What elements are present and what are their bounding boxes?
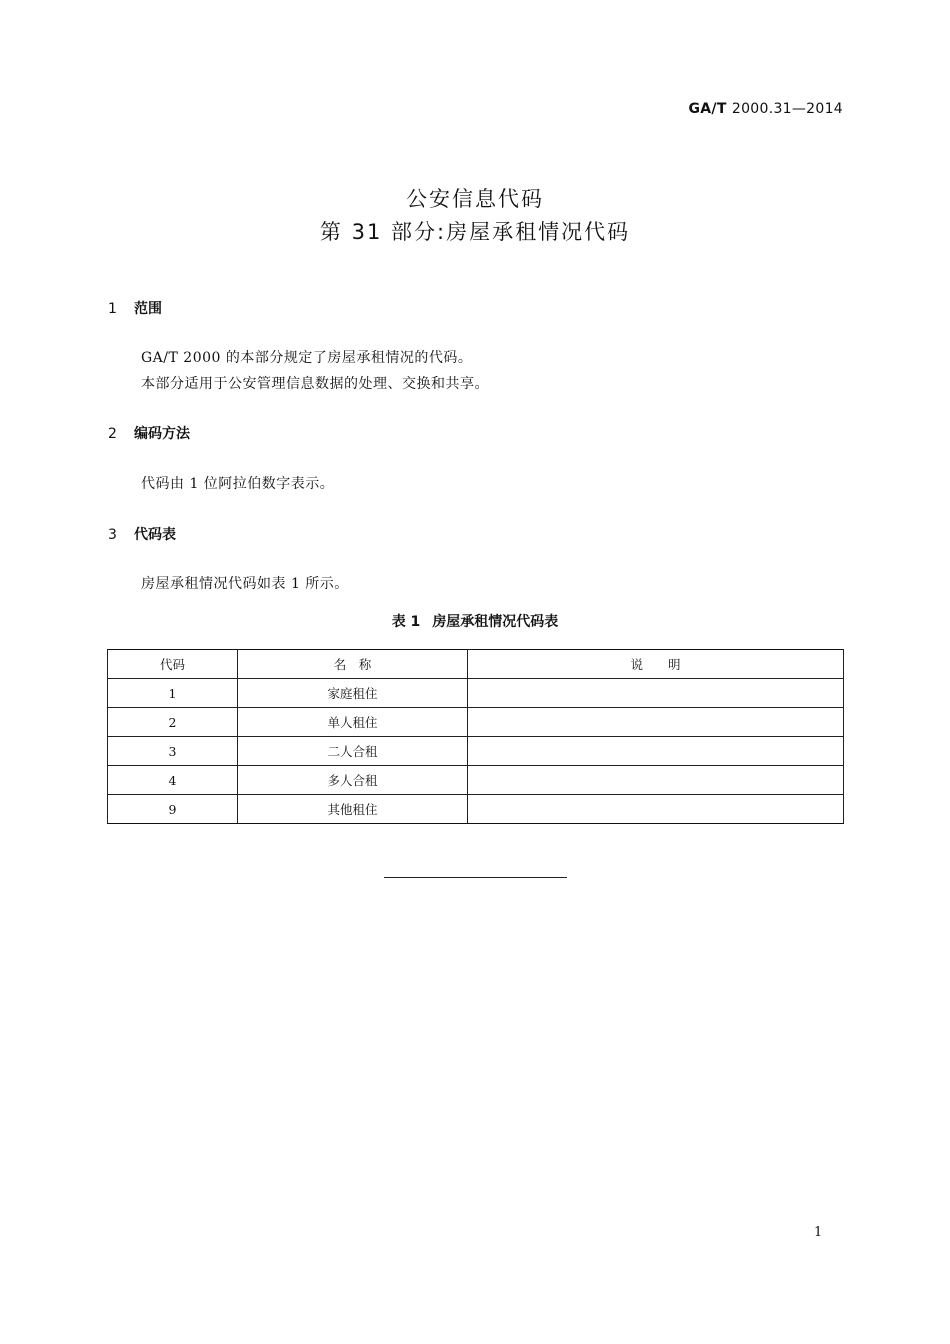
table-cell-code: 1 — [108, 679, 238, 708]
table-cell-description — [468, 795, 844, 824]
table-caption-label: 表 1 — [391, 614, 421, 630]
table-row — [108, 679, 844, 708]
column-header-name: 名 称 — [238, 650, 468, 679]
page-number: 1 — [814, 1225, 823, 1240]
table-cell-description — [468, 708, 844, 737]
table-cell-name: 单人租住 — [238, 708, 468, 737]
table-cell-description — [468, 766, 844, 795]
table-row — [108, 766, 844, 795]
paragraph: GA/T 2000 的本部分规定了房屋承租情况的代码。 — [141, 350, 473, 366]
section-number: 3 — [108, 527, 117, 543]
section-number: 1 — [108, 301, 117, 317]
table-cell-description — [468, 679, 844, 708]
table-caption-title: 房屋承租情况代码表 — [432, 614, 559, 630]
section-number: 2 — [108, 426, 117, 442]
table-header-row — [108, 650, 844, 679]
table-cell-code: 9 — [108, 795, 238, 824]
column-header-description: 说 明 — [468, 650, 844, 679]
section-heading-code-table — [108, 524, 176, 544]
document-subtitle: 第 31 部分:房屋承租情况代码 — [319, 220, 631, 244]
table-row — [108, 708, 844, 737]
table-cell-code: 2 — [108, 708, 238, 737]
code-table — [107, 649, 844, 824]
paragraph: 本部分适用于公安管理信息数据的处理、交换和共享。 — [141, 376, 489, 392]
section-title: 代码表 — [134, 527, 176, 543]
table-cell-description — [468, 737, 844, 766]
standard-code-prefix: GA/T — [688, 101, 727, 117]
section-title: 范围 — [134, 301, 162, 317]
table-cell-name: 多人合租 — [238, 766, 468, 795]
paragraph: 代码由 1 位阿拉伯数字表示。 — [141, 476, 335, 492]
standard-code-number: 2000.31—2014 — [731, 101, 843, 117]
table-caption — [0, 611, 950, 631]
section-heading-scope — [108, 298, 162, 318]
table-cell-code: 3 — [108, 737, 238, 766]
standard-code — [688, 101, 843, 117]
table-cell-name: 二人合租 — [238, 737, 468, 766]
section-heading-coding-method — [108, 423, 190, 443]
end-of-document-rule — [384, 877, 567, 878]
paragraph: 房屋承租情况代码如表 1 所示。 — [141, 576, 349, 592]
table-row — [108, 737, 844, 766]
table-cell-name: 其他租住 — [238, 795, 468, 824]
document-title: 公安信息代码 — [406, 187, 544, 211]
column-header-code: 代码 — [108, 650, 238, 679]
section-title: 编码方法 — [134, 426, 190, 442]
table-cell-name: 家庭租住 — [238, 679, 468, 708]
table-cell-code: 4 — [108, 766, 238, 795]
table-row — [108, 795, 844, 824]
